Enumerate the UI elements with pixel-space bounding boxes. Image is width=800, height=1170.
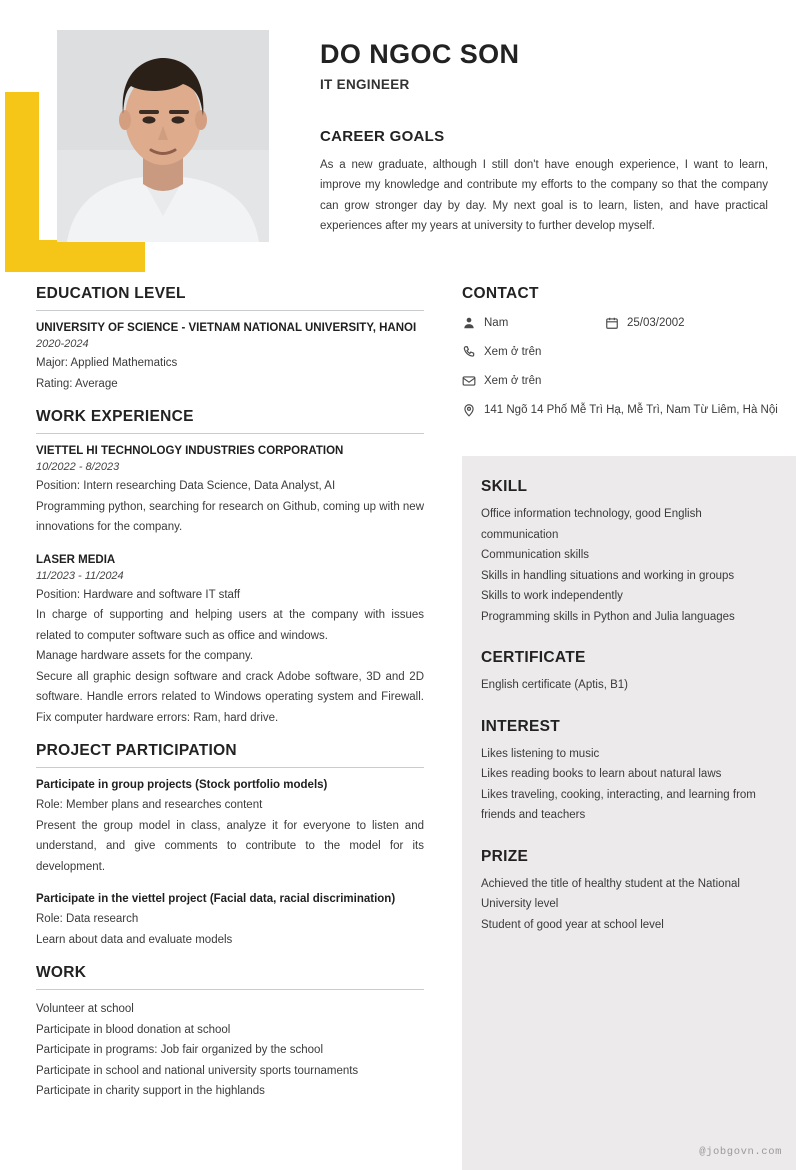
section-work-activities <box>36 964 424 1102</box>
contact-row-name-birthday <box>462 315 796 332</box>
person-icon <box>462 315 484 332</box>
project-line: Role: Data research <box>36 913 139 925</box>
education-date: 2020-2024 <box>36 338 89 350</box>
education-major: Major: Applied Mathematics <box>36 357 178 369</box>
section-title-work-experience: WORK EXPERIENCE <box>36 408 194 425</box>
career-goals-text: As a new graduate, although I still don't have enough experience, I want to learn, improve my knowledge and contribute my efforts to the company so that the company can grow stronger day by day. My next goal is to learn, listen, and have practical experiences after my years at university to further develop myself. <box>320 158 768 233</box>
work-line: Position: Hardware and software IT staff <box>36 588 241 601</box>
location-pin-icon <box>462 402 484 417</box>
work-line: Secure all graphic design software and crack Adobe software, 3D and 2D software. Handle errors related to Windows operating system and Firewall. Fix computer hardware errors: Ram, hard drive. <box>36 670 424 724</box>
skill-item: Skills in handling situations and working in groups <box>481 569 735 582</box>
contact-row-email <box>462 373 796 390</box>
section-projects <box>36 742 424 950</box>
divider <box>36 310 424 311</box>
profile-photo <box>57 30 269 242</box>
right-column <box>462 285 796 431</box>
work-activity-item: Participate in programs: Job fair organized by the school <box>36 1044 324 1056</box>
resume-header <box>0 0 800 285</box>
work-company: LASER MEDIA <box>36 553 116 566</box>
section-title-prize: PRIZE <box>481 847 529 865</box>
contact-row-phone <box>462 344 796 361</box>
prize-item: Achieved the title of healthy student at the National University level <box>481 877 740 910</box>
work-line: In charge of supporting and helping users at the company with issues related to computer software such as office and windows. <box>36 609 424 642</box>
section-education <box>36 285 424 394</box>
project-name: Participate in group projects (Stock portfolio models) <box>36 779 328 791</box>
project-line: Present the group model in class, analyze it for everyone to listen and understand, and give comments to contribute to the model for its development. <box>36 819 424 873</box>
skill-item: Communication skills <box>481 549 590 561</box>
skill-item: Programming skills in Python and Julia languages <box>481 610 735 623</box>
interest-item: Likes reading books to learn about natural laws <box>481 768 722 780</box>
section-title-work-activities: WORK <box>36 964 87 981</box>
divider <box>36 989 424 990</box>
section-prize <box>481 848 781 936</box>
contact-phone: Xem ở trên <box>484 346 542 358</box>
certificate-item: English certificate (Aptis, B1) <box>481 679 629 691</box>
left-column <box>36 285 424 1102</box>
section-title-interest: INTEREST <box>481 717 561 735</box>
divider <box>36 767 424 768</box>
project-entry <box>36 891 424 950</box>
work-date: 10/2022 - 8/2023 <box>36 461 120 473</box>
skill-item: Office information technology, good English communication <box>481 508 702 541</box>
work-line: Manage hardware assets for the company. <box>36 650 254 662</box>
project-line: Role: Member plans and researches content <box>36 799 263 811</box>
work-activity-item: Volunteer at school <box>36 1003 134 1015</box>
section-title-certificate: CERTIFICATE <box>481 649 586 666</box>
section-title-projects: PROJECT PARTICIPATION <box>36 742 237 759</box>
work-entry <box>36 443 424 538</box>
work-entry <box>36 552 424 729</box>
job-title: IT ENGINEER <box>320 76 410 92</box>
envelope-icon <box>462 373 484 388</box>
project-name: Participate in the viettel project (Facial data, racial discrimination) <box>36 893 396 905</box>
interest-item: Likes traveling, cooking, interacting, and learning from friends and teachers <box>481 788 756 821</box>
section-work-experience <box>36 408 424 728</box>
page-title: DO NGOC SON <box>320 39 520 69</box>
phone-icon <box>462 344 484 359</box>
work-activity-item: Participate in blood donation at school <box>36 1023 231 1036</box>
work-activity-item: Participate in school and national university sports tournaments <box>36 1064 359 1077</box>
prize-item: Student of good year at school level <box>481 918 664 931</box>
project-entry <box>36 777 424 877</box>
section-title-contact: CONTACT <box>462 285 539 302</box>
section-interest <box>481 718 781 826</box>
accent-notch <box>5 92 39 272</box>
watermark: @jobgovn.com <box>699 1146 782 1158</box>
contact-address: 141 Ngõ 14 Phố Mễ Trì Hạ, Mễ Trì, Nam Từ Liêm, Hà Nội <box>484 404 778 416</box>
work-line: Programming python, searching for research on Github, coming up with new innovations for the company. <box>36 500 425 533</box>
skill-item: Skills to work independently <box>481 590 623 602</box>
contact-row-address <box>462 402 796 419</box>
sidebar-panel-content <box>481 456 781 935</box>
contact-email: Xem ở trên <box>484 375 542 387</box>
work-date: 11/2023 - 11/2024 <box>36 569 124 582</box>
work-company: VIETTEL HI TECHNOLOGY INDUSTRIES CORPORATION <box>36 445 344 457</box>
header-text-block <box>320 40 768 237</box>
contact-birthday: 25/03/2002 <box>627 317 685 329</box>
section-title-skill: SKILL <box>481 478 528 495</box>
education-entry <box>36 320 424 394</box>
section-title-education: EDUCATION LEVEL <box>36 285 186 302</box>
work-activity-item: Participate in charity support in the highlands <box>36 1085 265 1097</box>
career-goals-heading: CAREER GOALS <box>320 127 445 145</box>
education-rating: Rating: Average <box>36 377 118 390</box>
project-line: Learn about data and evaluate models <box>36 933 233 946</box>
work-line: Position: Intern researching Data Science, Data Analyst, AI <box>36 480 336 492</box>
interest-item: Likes listening to music <box>481 747 600 760</box>
section-certificate <box>481 649 781 696</box>
calendar-icon <box>605 315 627 332</box>
contact-name: Nam <box>484 317 509 329</box>
divider <box>36 433 424 434</box>
section-skill <box>481 478 781 627</box>
education-school: UNIVERSITY OF SCIENCE - VIETNAM NATIONAL UNIVERSITY, HANOI <box>36 322 417 334</box>
